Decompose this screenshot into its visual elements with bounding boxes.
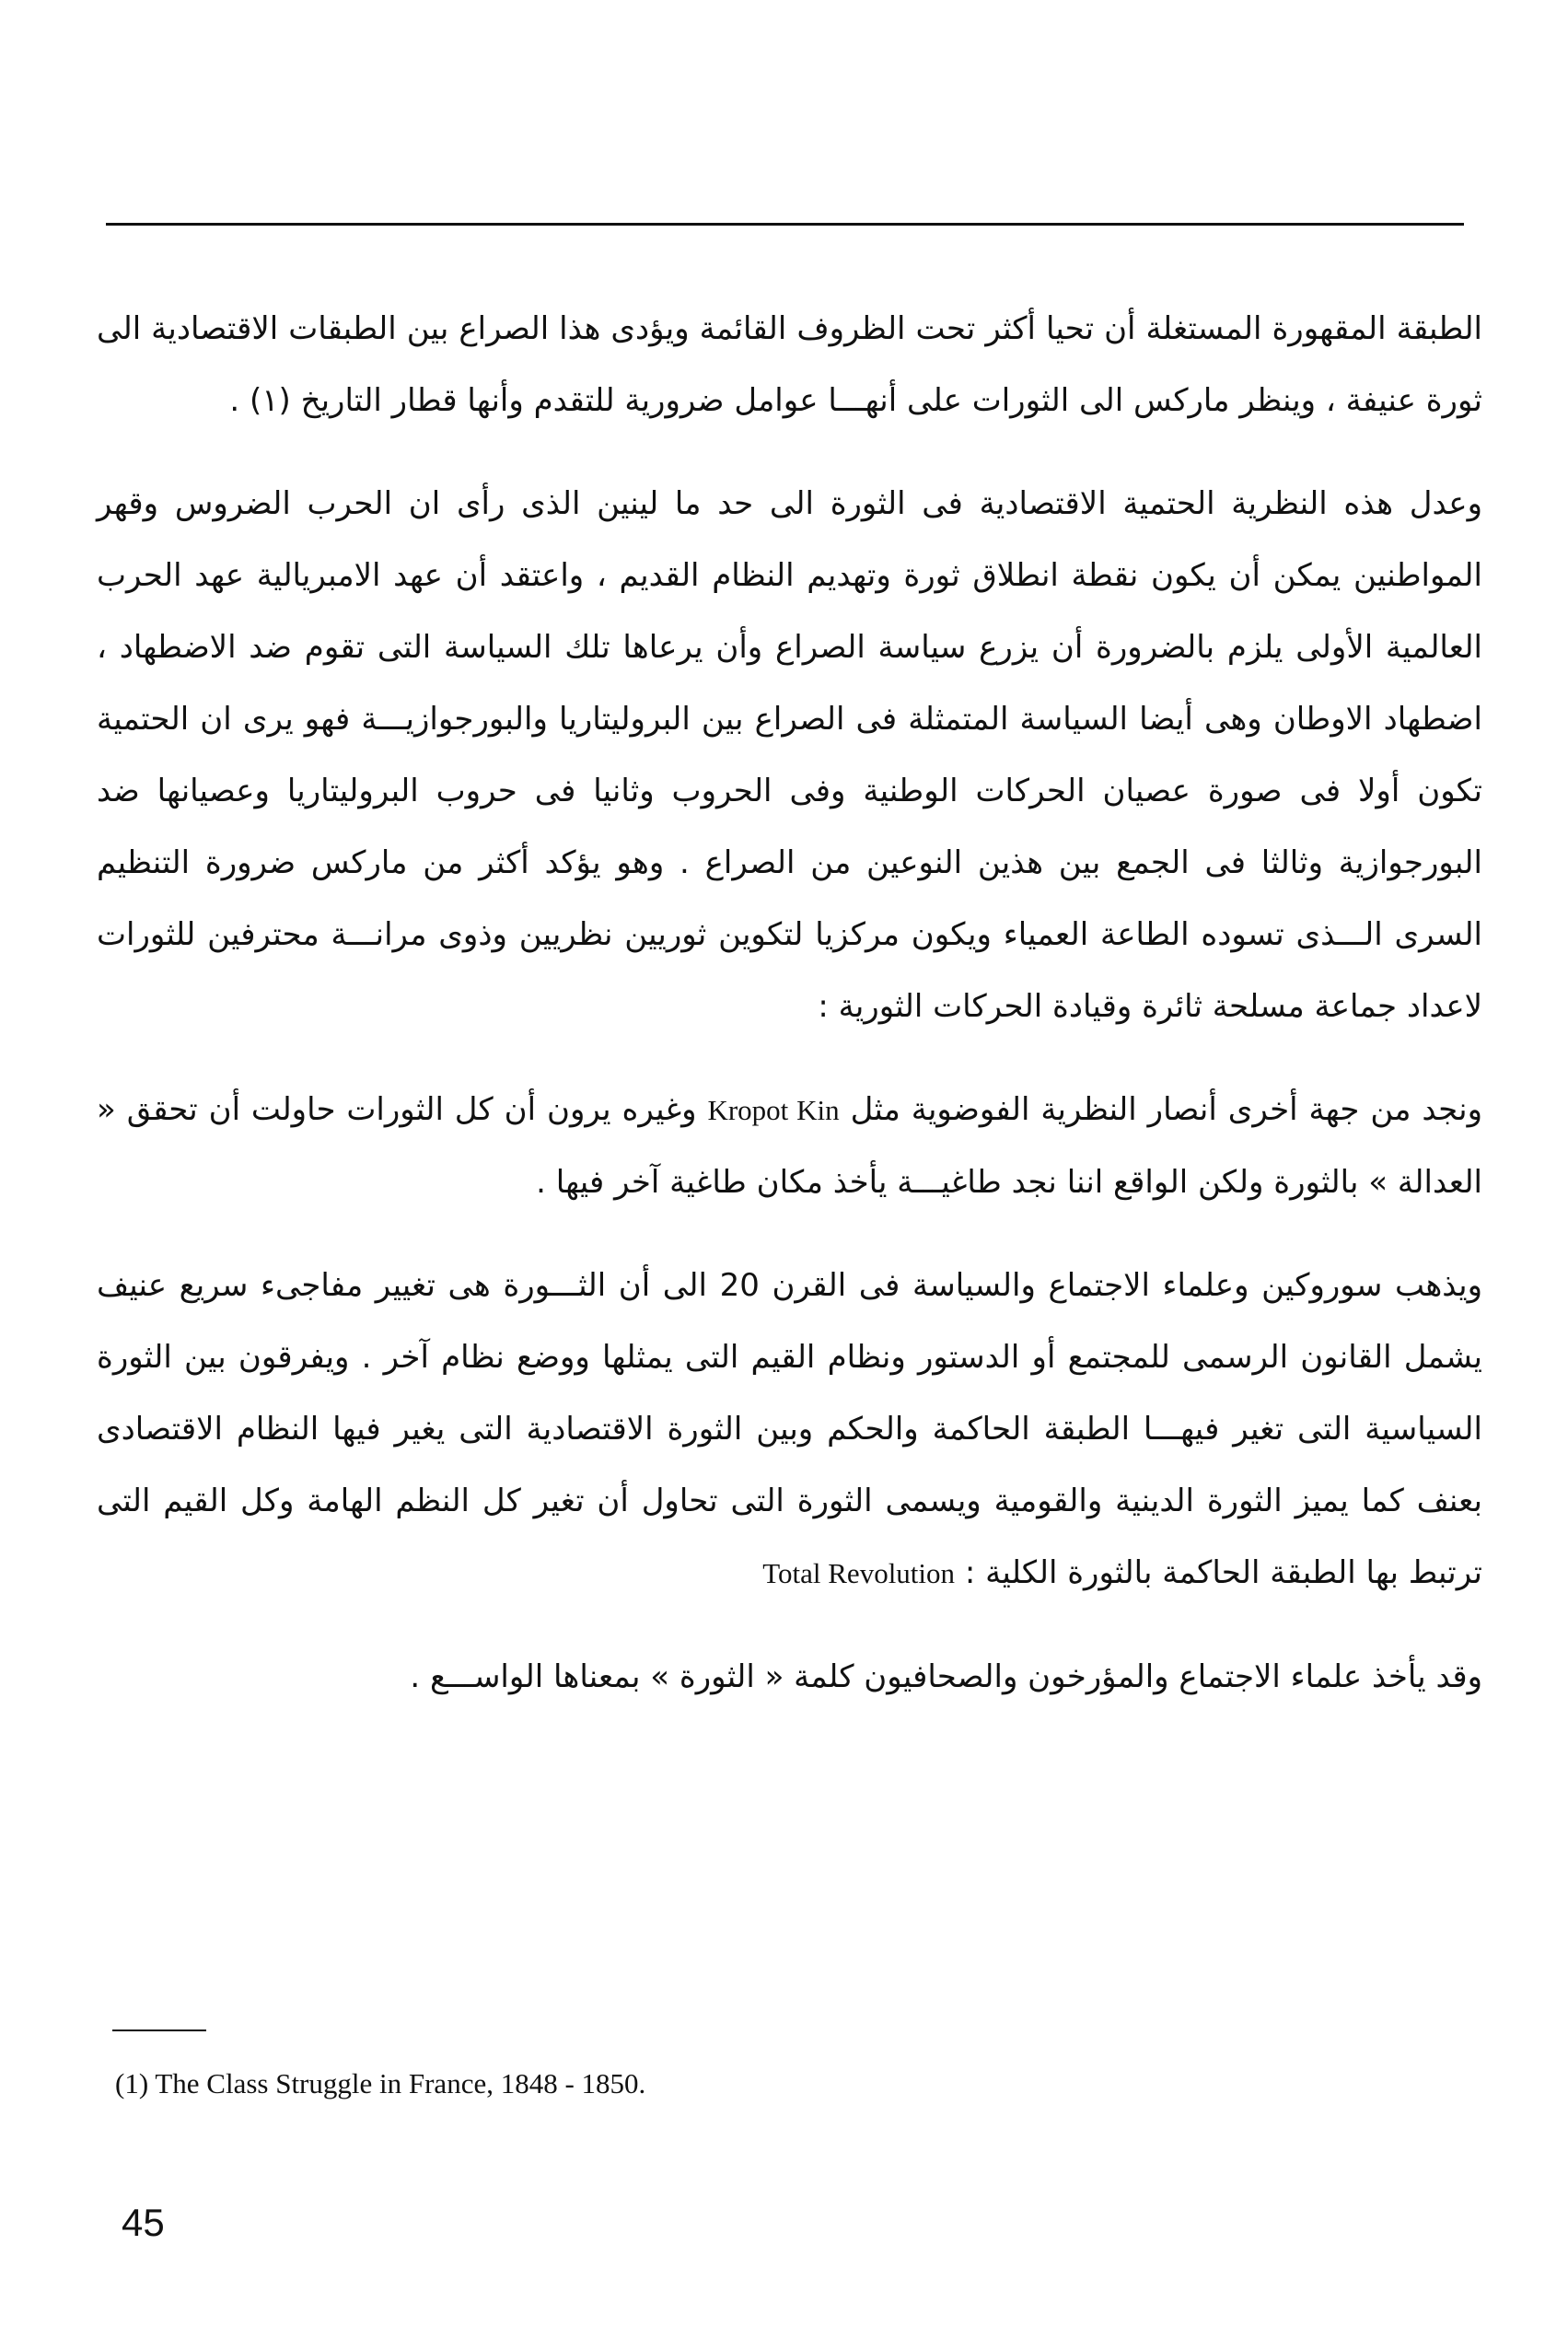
page-number: 45 [122,2201,165,2244]
latin-name-kropotkin: Kropot Kin [707,1094,840,1126]
header-rule [106,223,1464,226]
paragraph-1: الطبقة المقهورة المستغلة أن تحيا أكثر تحت الظروف القائمة ويؤدى هذا الصراع بين الطبقات الاقتصادية الى ثورة عنيفة ، وينظر ماركس الى الثورات على أنهـــا عوامل ضرورية للتقدم وأنها قطار التاريخ (١) . [97,310,1482,419]
paragraph-3 [97,1074,1482,1218]
footnote-rule [112,2029,206,2031]
paragraph-5: وقد يأخذ علماء الاجتماع والمؤرخون والصحافيون كلمة « الثورة » بمعناها الواســـع . [410,1658,1482,1695]
latin-term-total-revolution: Total Revolution [762,1557,956,1589]
footnote: (1) The Class Struggle in France, 1848 - 1850. [115,2067,646,2099]
main-text [97,293,1482,1713]
paragraph-3-end: وغيره يرون أن كل الثورات حاولت أن تحقق « العدالة » بالثورة ولكن الواقع اننا نجد طاغيـــة يأخذ مكان طاغية آخر فيها . [97,1091,1482,1201]
paragraph-2: وعدل هذه النظرية الحتمية الاقتصادية فى الثورة الى حد ما لينين الذى رأى ان الحرب الضروس وقهر المواطنين يمكن أن يكون نقطة انطلاق ثورة وتهديم النظام القديم ، واعتقد أن عهد الامبريالية عهد الحرب العالمية الأولى يلزم بالضرورة أن يزرع سياسة الصراع وأن يرعاها تلك السياسة التى تقوم ضد الاضطهاد ، اضطهاد الاوطان وهى أيضا السياسة المتمثلة فى الصراع بين البروليتاريا والبورجوازيـــة فهو يرى ان الحتمية تكون أولا فى صورة عصيان الحركات الوطنية وفى الحروب وثانيا فى حروب البروليتاريا وعصيانها ضد البورجوازية وثالثا فى الجمع بين هذين النوعين من الصراع . وهو يؤكد أكثر من ماركس ضرورة التنظيم السرى الـــذى تسوده الطاعة العمياء ويكون مركزيا لتكوين ثوريين نظريين وذوى مرانـــة محترفين للثورات لاعداد جماعة مسلحة ثائرة وقيادة الحركات الثورية : [97,485,1482,1025]
paragraph-4-start: ويذهب سوروكين وعلماء الاجتماع والسياسة فى القرن 20 الى أن الثـــورة هى تغيير مفاجىء سريع عنيف يشمل القانون الرسمى للمجتمع أو الدستور ونظام القيم التى يمثلها ووضع نظام آخر . ويفرقون بين الثورة السياسية التى تغير فيهـــا الطبقة الحاكمة والحكم وبين الثورة الاقتصادية التى يغير فيها النظام الاقتصادى بعنف كما يميز الثورة الدينية والقومية ويسمى الثورة التى تحاول أن تغير كل النظم الهامة وكل القيم التى ترتبط بها الطبقة الحاكمة بالثورة الكلية : [97,1267,1482,1591]
paragraph-4 [97,1250,1482,1610]
paragraph-3-start: ونجد من جهة أخرى أنصار النظرية الفوضوية مثل [850,1091,1483,1128]
